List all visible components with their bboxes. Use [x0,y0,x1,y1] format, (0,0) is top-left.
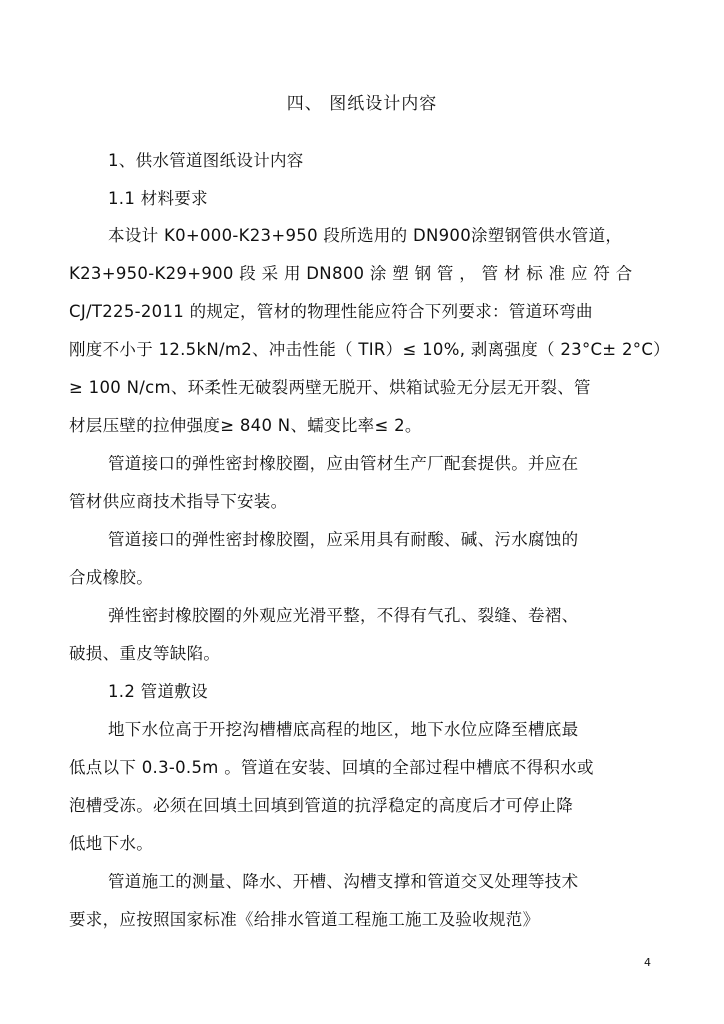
paragraph-line: 管道接口的弹性密封橡胶圈，应采用具有耐酸、碱、污水腐蚀的 [108,530,579,549]
paragraph-line: 要求，应按照国家标准《给排水管道工程施工施工及验收规范》 [69,910,540,929]
paragraph-line: 本设计 K0+000-K23+950 段所选用的 DN900涂塑钢管供水管道， [108,226,623,245]
paragraph-line: 材层压壁的拉伸强度≥ 840 N、蠕变比率≤ 2。 [69,416,422,435]
paragraph-line: 管道施工的测量、降水、开槽、沟槽支撑和管道交叉处理等技术 [108,872,579,891]
paragraph-line: 地下水位高于开挖沟槽槽底高程的地区，地下水位应降至槽底最 [108,720,579,739]
paragraph-line: 低地下水。 [69,834,153,853]
subsection-heading: 1.1 材料要求 [108,189,208,208]
section-title: 四、 图纸设计内容 [286,94,438,114]
paragraph-line: 管道接口的弹性密封橡胶圈，应由管材生产厂配套提供。并应在 [108,454,579,473]
paragraph-line: 泡槽受冻。必须在回填土回填到管道的抗浮稳定的高度后才可停止降 [69,796,573,815]
paragraph-line: 低点以下 0.3-0.5m 。管道在安装、回填的全部过程中槽底不得积水或 [69,758,594,777]
paragraph-line: 破损、重皮等缺陷。 [69,644,221,663]
paragraph-line: ≥ 100 N/cm、环柔性无破裂两壁无脱开、烘箱试验无分层无开裂、管 [69,378,591,397]
subsection-heading: 1.2 管道敷设 [108,682,208,701]
subsection-heading: 1、供水管道图纸设计内容 [108,151,304,170]
paragraph-line: 刚度不小于 12.5kN/m2、冲击性能（ TIR）≤ 10%, 剥离强度（ 23°C± 2°C） [69,340,670,359]
page-number: 4 [644,956,651,969]
paragraph-line: 弹性密封橡胶圈的外观应光滑平整，不得有气孔、裂缝、卷褶、 [108,606,579,625]
paragraph-line: K23+950-K29+900 段 采 用 DN800 涂 塑 钢 管 ， 管 材 标 准 应 符 合 [69,264,633,283]
paragraph-line: 合成橡胶。 [69,568,153,587]
paragraph-line: CJ/T225-2011 的规定，管材的物理性能应符合下列要求：管道环弯曲 [69,302,593,321]
paragraph-line: 管材供应商技术指导下安装。 [69,492,288,511]
